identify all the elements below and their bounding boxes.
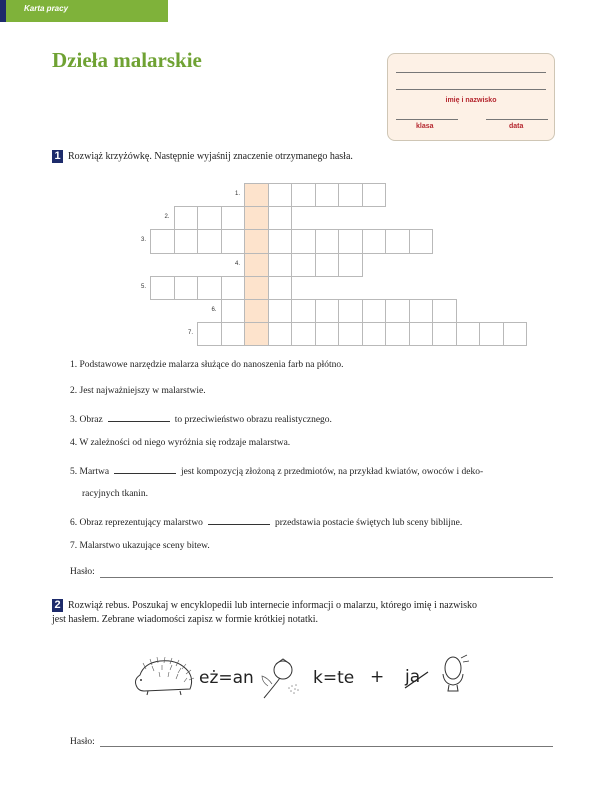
clue-text-continued: przedstawia postacie świętych lub sceny biblijne.	[274, 518, 463, 528]
crossword-row-number: 3.	[140, 237, 146, 244]
clue-line	[70, 438, 290, 448]
crossword-cell[interactable]	[291, 299, 316, 323]
crossword-cell[interactable]	[338, 299, 363, 323]
crossword-cell[interactable]	[197, 276, 222, 300]
crossword-cell[interactable]	[268, 206, 293, 230]
crossword-cell[interactable]	[268, 322, 293, 346]
rebus-part3: ja	[405, 667, 421, 687]
crossword-row-number: 2.	[164, 214, 170, 221]
crossword-cell[interactable]	[221, 206, 246, 230]
writing-line	[396, 72, 546, 73]
crossword-cell[interactable]	[197, 206, 222, 230]
task1-answer-row	[70, 567, 95, 577]
name-field-line[interactable]	[396, 89, 546, 90]
crossword-cell[interactable]	[315, 253, 340, 277]
rebus-plus: +	[370, 667, 385, 687]
clue-text-continued: to przeciwieństwo obrazu realistycznego.	[174, 415, 332, 425]
crossword-cell[interactable]	[338, 322, 363, 346]
hedgehog-icon	[130, 655, 196, 702]
crossword-cell[interactable]	[268, 229, 293, 253]
crossword-cell[interactable]	[409, 299, 434, 323]
page-title: Dzieła malarskie	[52, 48, 202, 72]
crossword-cell[interactable]	[268, 276, 293, 300]
crossword-cell[interactable]	[385, 229, 410, 253]
crossword-cell[interactable]	[221, 299, 246, 323]
crossword-cell[interactable]	[432, 299, 457, 323]
task-number-1: 1	[52, 150, 63, 163]
crossword-cell[interactable]	[479, 322, 504, 346]
crossword-password-cell[interactable]	[244, 299, 269, 323]
strike-through-mark	[404, 670, 430, 690]
crossword-cell[interactable]	[150, 229, 175, 253]
date-field-line[interactable]	[486, 119, 548, 120]
rebus-crossed-word	[405, 667, 420, 687]
name-label: imię i nazwisko	[445, 97, 497, 104]
crossword-cell[interactable]	[338, 183, 363, 207]
class-label: klasa	[416, 123, 434, 130]
egg-in-cup-icon	[440, 654, 470, 701]
crossword-row-number: 5.	[140, 283, 146, 290]
task-number-2: 2	[52, 599, 63, 612]
rebus-part1: eż=an	[199, 668, 254, 688]
crossword-cell[interactable]	[315, 299, 340, 323]
crossword-password-cell[interactable]	[244, 183, 269, 207]
clue-line	[70, 541, 210, 551]
poppy-icon	[258, 656, 304, 707]
crossword-cell[interactable]	[268, 183, 293, 207]
crossword-cell[interactable]	[362, 299, 387, 323]
crossword-cell[interactable]	[268, 253, 293, 277]
task2-instruction-line2: jest hasłem. Zebrane wiadomości zapisz w formie krótkiej notatki.	[52, 614, 319, 625]
crossword-password-cell[interactable]	[244, 229, 269, 253]
crossword-cell[interactable]	[291, 322, 316, 346]
crossword-row-number: 4.	[234, 260, 240, 267]
crossword-row-number: 1.	[234, 191, 240, 197]
clue-text: 5. Martwa	[70, 467, 110, 477]
task2-answer-line[interactable]	[100, 746, 553, 747]
crossword-cell[interactable]	[456, 322, 481, 346]
crossword-cell[interactable]	[315, 229, 340, 253]
crossword-cell[interactable]	[197, 229, 222, 253]
clue-blank[interactable]	[208, 515, 270, 525]
crossword-cell[interactable]	[221, 322, 246, 346]
worksheet-header-bar	[0, 0, 168, 22]
crossword-cell[interactable]	[409, 322, 434, 346]
clue-line	[70, 464, 483, 477]
clue-text: racyjnych tkanin.	[82, 489, 148, 499]
crossword-cell[interactable]	[197, 322, 222, 346]
crossword-cell[interactable]	[221, 276, 246, 300]
class-field-line[interactable]	[396, 119, 458, 120]
clue-line	[70, 412, 332, 425]
haslo-label: Hasło:	[70, 567, 95, 577]
clue-text: 7. Malarstwo ukazujące sceny bitew.	[70, 541, 210, 551]
clue-text: 2. Jest najważniejszy w malarstwie.	[70, 386, 206, 396]
clue-line	[70, 515, 462, 528]
crossword-cell[interactable]	[174, 276, 199, 300]
crossword-cell[interactable]	[221, 229, 246, 253]
crossword-password-cell[interactable]	[244, 206, 269, 230]
crossword-cell[interactable]	[150, 276, 175, 300]
crossword-password-cell[interactable]	[244, 322, 269, 346]
crossword-cell[interactable]	[315, 183, 340, 207]
crossword-cell[interactable]	[385, 299, 410, 323]
clue-line	[82, 489, 148, 499]
crossword-password-cell[interactable]	[244, 276, 269, 300]
clue-line	[70, 386, 206, 396]
clue-text: 4. W zależności od niego wyróżnia się rodzaje malarstwa.	[70, 438, 291, 448]
clue-line	[70, 360, 344, 370]
crossword-cell[interactable]	[362, 322, 387, 346]
crossword-row-number: 6.	[211, 307, 217, 313]
crossword-cell[interactable]	[503, 322, 528, 346]
student-info-box	[387, 53, 555, 141]
crossword-cell[interactable]	[268, 299, 293, 323]
crossword-cell[interactable]	[174, 206, 199, 230]
crossword-cell[interactable]	[362, 229, 387, 253]
task2-instruction-line1: Rozwiąż rebus. Poszukaj w encyklopedii lub internecie informacji o malarzu, którego imię i nazwisko	[68, 600, 478, 611]
crossword-cell[interactable]	[432, 322, 457, 346]
clue-text: 6. Obraz reprezentujący malarstwo	[70, 518, 203, 528]
task2-answer-row	[70, 737, 95, 747]
clue-text-continued: jest kompozycją złożoną z przedmiotów, na przykład kwiatów, owoców i deko-	[181, 467, 484, 477]
crossword-cell[interactable]	[291, 229, 316, 253]
clue-text: 3. Obraz	[70, 415, 103, 425]
clue-text: 1. Podstawowe narzędzie malarza służące do nanoszenia farb na płótno.	[70, 360, 344, 370]
task1-instruction: Rozwiąż krzyżówkę. Następnie wyjaśnij znaczenie otrzymanego hasła.	[68, 151, 353, 162]
crossword-cell[interactable]	[409, 229, 434, 253]
crossword-cell[interactable]	[338, 229, 363, 253]
crossword-cell[interactable]	[362, 183, 387, 207]
clue-blank[interactable]	[114, 464, 176, 474]
rebus-part2: k=te	[313, 668, 355, 688]
haslo-label-2: Hasło:	[70, 737, 95, 747]
crossword-cell[interactable]	[315, 322, 340, 346]
crossword-cell[interactable]	[174, 229, 199, 253]
crossword-password-cell[interactable]	[244, 253, 269, 277]
date-label: data	[509, 123, 524, 130]
task1-answer-line[interactable]	[100, 577, 553, 578]
crossword-cell[interactable]	[338, 253, 363, 277]
header-stripe	[0, 0, 6, 22]
crossword-row-number: 7.	[187, 330, 193, 337]
crossword-cell[interactable]	[385, 322, 410, 346]
crossword-cell[interactable]	[291, 253, 316, 277]
crossword-cell[interactable]	[291, 183, 316, 207]
clue-blank[interactable]	[108, 412, 170, 422]
header-label: Karta pracy	[24, 4, 69, 13]
